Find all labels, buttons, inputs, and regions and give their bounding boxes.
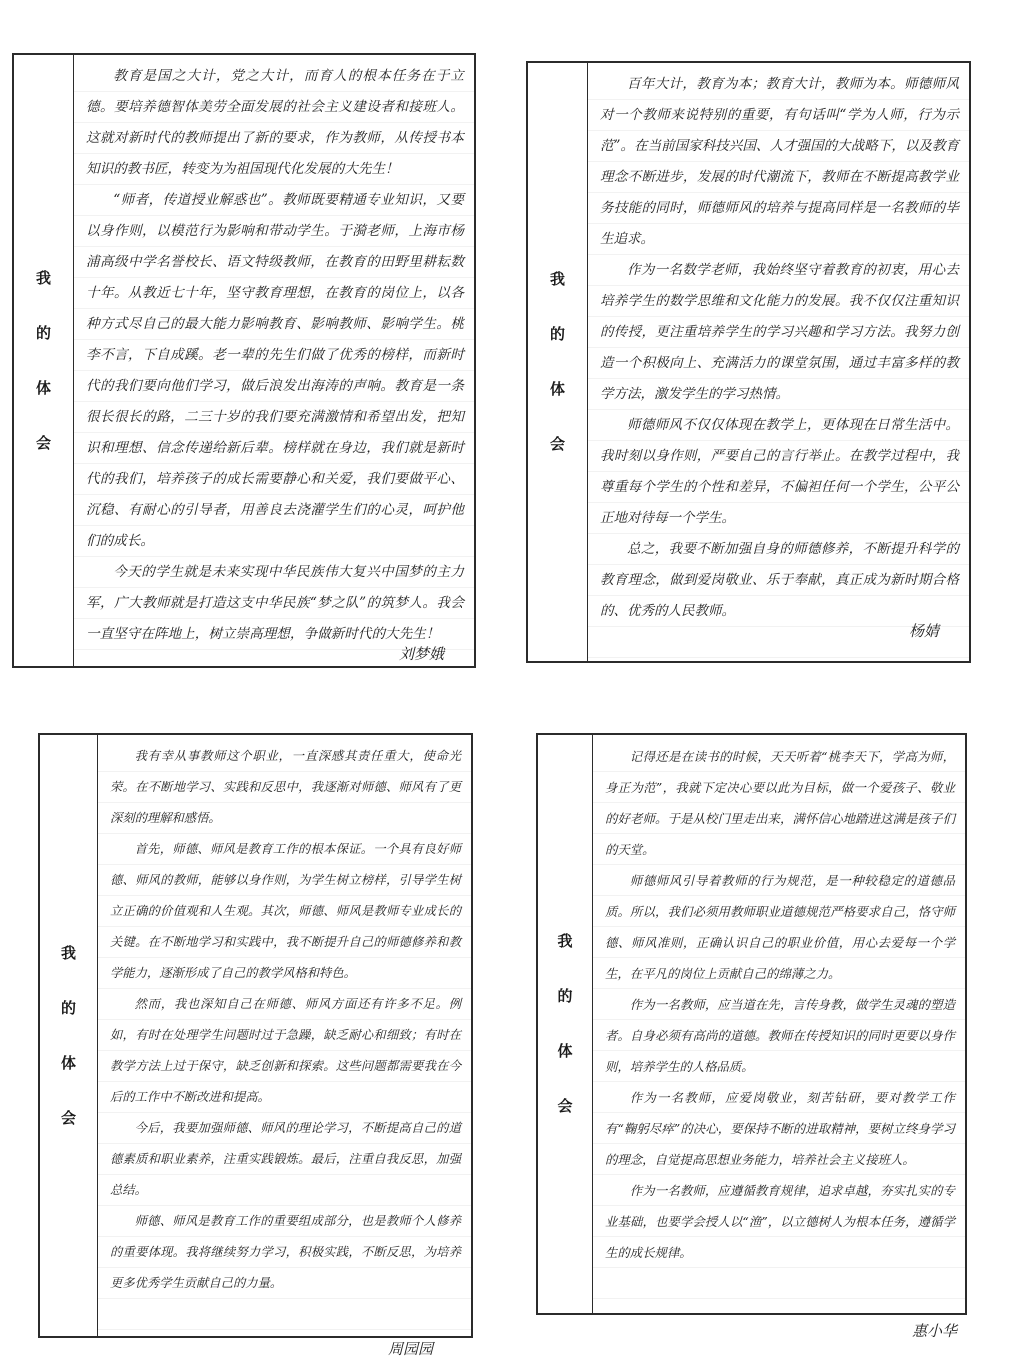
label-char: 的	[60, 998, 76, 1017]
label-char: 会	[557, 1097, 573, 1115]
paragraph: 作为一名教师，应当道在先，言传身教，做学生灵魂的塑造者。自身必须有高尚的道德。教师在传授知识的同时更要以身作则，培养学生的人格品质。	[605, 997, 955, 1074]
paragraph: 总之，我要不断加强自身的师德修养，不断提升科学的教育理念，做到爱岗敬业、乐于奉献，真正成为新时期合格的、优秀的人民教师。	[600, 541, 959, 619]
label-char: 会	[549, 435, 565, 453]
label-char: 体	[549, 380, 565, 398]
label-char: 我	[60, 943, 76, 962]
signature: 杨婧	[908, 622, 939, 640]
label-column	[538, 735, 593, 1313]
paragraph: 作为一名教师，应爱岗敬业，刻苦钻研，要对教学工作有“鞠躬尽瘁”的决心，要保持不断的进取精神，要树立终身学习的理念，自觉提高思想业务能力，培养社会主义接班人。	[605, 1090, 955, 1167]
paragraph: 我有幸从事教师这个职业，一直深感其责任重大，使命光荣。在不断地学习、实践和反思中，我逐渐对师德、师风有了更深刻的理解和感悟。	[110, 749, 461, 825]
reflection-form-1	[12, 53, 476, 668]
reflection-form-2	[526, 61, 971, 663]
label-char: 的	[557, 987, 573, 1005]
signature: 周园园	[388, 1340, 434, 1358]
paragraph: 然而，我也深知自己在师德、师风方面还有许多不足。例如，有时在处理学生问题时过于急躁，缺乏耐心和细致；有时在教学方法上过于保守，缺乏创新和探索。这些问题都需要我在今后的工作中不断改进和提高。	[110, 997, 461, 1104]
label-char: 我	[549, 270, 565, 288]
paragraph: 作为一名数学老师，我始终坚守着教育的初衷，用心去培养学生的数学思维和文化能力的发展。我不仅仅注重知识的传授，更注重培养学生的学习兴趣和学习方法。我努力创造一个积极向上、充满活力的课堂氛围，通过丰富多样的教学方法，激发学生的学习热情。	[600, 262, 959, 402]
paragraph: 百年大计，教育为本；教育大计，教师为本。师德师风对一个教师来说特别的重要，有句话叫“学为人师，行为示范”。在当前国家科技兴国、人才强国的大战略下，以及教育理念不断进步，发展的时代潮流下，教师在不断提高教学业务技能的同时，师德师风的培养与提高同样是一名教师的毕生追求。	[600, 76, 959, 247]
label-char: 我	[35, 268, 51, 287]
paragraph: 师德师风不仅仅体现在教学上，更体现在日常生活中。我时刻以身作则，严要自己的言行举止。在教学过程中，我尊重每个学生的个性和差异，不偏袒任何一个学生，公平公正地对待每一个学生。	[600, 417, 959, 526]
handwritten-content	[588, 63, 969, 661]
paragraph: “师者，传道授业解惑也”。教师既要精通专业知识，又要以身作则，以模范行为影响和带动学生。于漪老师，上海市杨浦高级中学名誉校长、语文特级教师，在教育的田野里耕耘数十年。从教近七十年，坚守教育理想，在教育的岗位上，以各种方式尽自己的最大能力影响教育、影响教师、影响学生。桃李不言，下自成蹊。老一辈的先生们做了优秀的榜样，而新时代的我们要向他们学习，做后浪发出海涛的声响。教育是一条很长很长的路，二三十岁的我们要充满激情和希望出发，把知识和理想、信念传递给新后辈。榜样就在身边，我们就是新时代的我们，培养孩子的成长需要静心和关爱，我们要做平心、沉稳、有耐心的引导者，用善良去浇灌学生们的心灵，呵护他们的成长。	[86, 192, 464, 549]
label-char: 体	[60, 1053, 76, 1072]
handwritten-content	[98, 735, 471, 1336]
reflection-form-4	[536, 733, 967, 1315]
label-char: 体	[35, 378, 51, 397]
label-char: 的	[549, 325, 565, 343]
paragraph: 作为一名教师，应遵循教育规律，追求卓越，夯实扎实的专业基础，也要学会授人以“渔”，以立德树人为根本任务，遵循学生的成长规律。	[605, 1183, 955, 1260]
label-char: 体	[557, 1042, 573, 1060]
label-char: 会	[60, 1108, 76, 1127]
label-char: 我	[557, 932, 573, 950]
paragraph: 记得还是在读书的时候，天天听着“桃李天下，学高为师，身正为范”，我就下定决心要以此为目标，做一个爱孩子、敬业的好老师。于是从校门里走出来，满怀信心地踏进这满是孩子们的天堂。	[605, 749, 955, 857]
label-column	[40, 735, 98, 1336]
label-column	[14, 55, 74, 666]
signature: 惠小华	[912, 1322, 958, 1340]
reflection-form-3	[38, 733, 473, 1338]
handwritten-content	[74, 55, 474, 666]
paragraph: 今天的学生就是未来实现中华民族伟大复兴中国梦的主力军，广大教师就是打造这支中华民族“梦之队”的筑梦人。我会一直坚守在阵地上，树立崇高理想，争做新时代的大先生！	[86, 564, 464, 642]
handwritten-content	[593, 735, 965, 1313]
label-char: 的	[35, 323, 51, 342]
paragraph: 今后，我要加强师德、师风的理论学习，不断提高自己的道德素质和职业素养，注重实践锻炼。最后，注重自我反思，加强总结。	[110, 1121, 461, 1197]
label-column	[528, 63, 588, 661]
paragraph: 师德、师风是教育工作的重要组成部分，也是教师个人修养的重要体现。我将继续努力学习，积极实践，不断反思，为培养更多优秀学生贡献自己的力量。	[110, 1214, 461, 1290]
label-char: 会	[35, 433, 51, 452]
signature: 刘梦娥	[398, 645, 444, 663]
paragraph: 教育是国之大计，党之大计，而育人的根本任务在于立德。要培养德智体美劳全面发展的社会主义建设者和接班人。这就对新时代的教师提出了新的要求，作为教师，从传授书本知识的教书匠，转变为为祖国现代化发展的大先生！	[86, 68, 464, 177]
paragraph: 师德师风引导着教师的行为规范，是一种较稳定的道德品质。所以，我们必须用教师职业道德规范严格要求自己，恪守师德、师风准则，正确认识自己的职业价值，用心去爱每一个学生，在平凡的岗位上贡献自己的绵薄之力。	[605, 873, 955, 981]
paragraph: 首先，师德、师风是教育工作的根本保证。一个具有良好师德、师风的教师，能够以身作则，为学生树立榜样，引导学生树立正确的价值观和人生观。其次，师德、师风是教师专业成长的关键。在不断地学习和实践中，我不断提升自己的师德修养和教学能力，逐渐形成了自己的教学风格和特色。	[110, 842, 461, 980]
